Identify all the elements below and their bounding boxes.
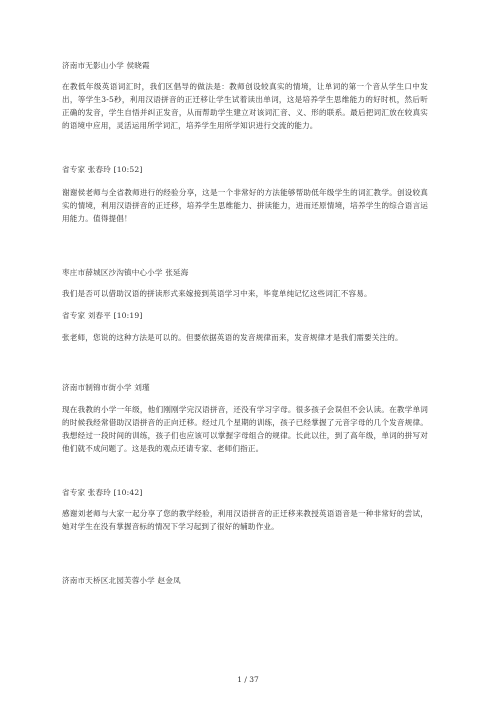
paragraph: 张老师，您说的这种方法是可以的。但要依据英语的发音规律而来，发音规律才是我们需要关注的。 [62,333,403,342]
paragraph: 在教低年级英语词汇时，我们区倡导的做法是：教师创设较真实的情境，让单词的第一个音从学生口中发出，等学生3-5秒，利用汉语拼音的正迁移让学生试着读出单词，这是培养学生思维能力的好时机，然后听正确的发音，学生自悟并纠正发音，从而帮助学生建立对该词汇音、义、形的联系。最后把词汇放在较真实的语境中应用，灵活运用所学词汇，培养学生用所学知识进行交流的能力。 [62,82,428,130]
paragraph: 谢谢侯老师与全省教师进行的经验分享，这是一个非常好的方法能够帮助低年级学生的词汇教学。创设较真实的情境，利用汉语拼音的正迁移，培养学生思维能力、拼读能力，进而还原情境，培养学生的综合语言运用能力。值得提倡！ [62,188,428,223]
paragraph: 感谢刘老师与大家一起分享了您的教学经验，利用汉语拼音的正迁移来教授英语语音是一种非常好的尝试，她对学生在没有掌握音标的情况下学习起到了很好的辅助作业。 [62,509,428,531]
expert-line: 省专家 刘春平 [10:19] [62,311,143,320]
author-line: 济南市天桥区北园芙蓉小学 赵金凤 [62,576,181,585]
author-line: 济南市无影山小学 侯晓霞 [62,61,150,70]
page-number: 1 / 37 [237,675,259,684]
expert-line: 省专家 张春玲 [10:42] [62,488,143,497]
paragraph: 现在我教的小学一年级，他们刚刚学完汉语拼音，还没有学习字母。很多孩子会误但不会认读。在教学单词的时候我经常借助汉语拼音的正向迁移。经过几个星期的训练，孩子已经掌握了元音字母的几个发音规律。我想经过一段时间的训练，孩子们也应该可以掌握字母组合的规律。长此以往，到了高年级，单词的拼写对他们就不成问题了。这是我的观点还请专家、老师们指正。 [62,405,428,453]
expert-line: 省专家 张春玲 [10:52] [62,165,143,174]
paragraph: 我们是否可以借助汉语的拼读形式来嫁接到英语学习中来，毕竟单纯记忆这些词汇不容易。 [62,289,372,298]
author-line: 枣庄市薛城区沙沟镇中心小学 张延海 [62,268,189,277]
author-line: 济南市制锦市街小学 刘瑾 [62,383,150,392]
